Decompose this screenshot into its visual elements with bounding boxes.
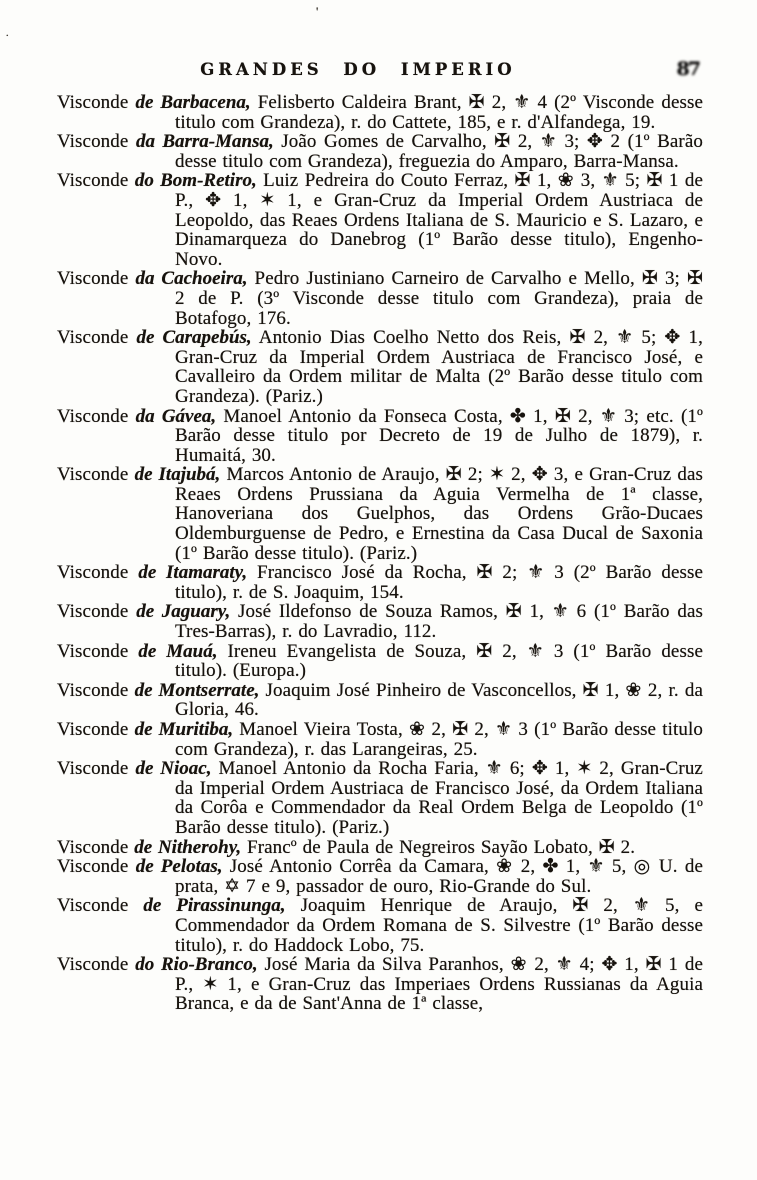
entry xyxy=(57,857,703,896)
entry-text: Luiz Pedreira do Couto Ferraz, ✠ 1, ❀ 3, ⚜ 5; ✠ 1 de P., ✥ 1, ✶ 1, e Gran-Cruz da Imperial Ordem Austriaca de Leopoldo, das Reaes Ordens Italiana de S. Mauricio e S. Lazaro, e Dinamarqueza do Danebrog (1º Barão desse titulo), Engenho-Novo. xyxy=(175,170,704,270)
entry-title: de Barbacena, xyxy=(135,92,251,113)
page-number: 87 xyxy=(676,58,699,80)
entry-text: José Maria da Silva Paranhos, ❀ 2, ⚜ 4; ✥ 1, ✠ 1 de P., ✶ 1, e Gran-Cruz das Imperiaes Ordens Russianas da Aguia Branca, e da de Sant'Anna de 1ª classe, xyxy=(175,954,703,1015)
entry xyxy=(57,171,703,269)
entry xyxy=(57,407,703,466)
entry-text: Antonio Dias Coelho Netto dos Reis, ✠ 2, ⚜ 5; ✥ 1, Gran-Cruz da Imperial Ordem Austriaca de Francisco José, e Cavalleiro da Ordem militar de Malta (2º Barão desse titulo com Grandeza). (Pariz.) xyxy=(175,327,704,407)
entry-text: Ireneu Evangelista de Souza, ✠ 2, ⚜ 3 (1º Barão desse titulo). (Europa.) xyxy=(175,640,703,682)
entry xyxy=(57,642,703,681)
entry xyxy=(57,759,703,837)
entry-text: Manoel Vieira Tosta, ❀ 2, ✠ 2, ⚜ 3 (1º Barão desse titulo com Grandeza), r. das Larangeiras, 25. xyxy=(175,719,703,760)
entry-title: do Bom-Retiro, xyxy=(134,170,257,192)
entry-title: de Jaguary, xyxy=(136,601,231,623)
entry-text: Felisberto Caldeira Brant, ✠ 2, ⚜ 4 (2º Visconde desse titulo com Grandeza), r. do Cattete, 185, e r. d'Alfandega, 19. xyxy=(175,92,704,133)
entry-title: de Nitherohy, xyxy=(134,836,242,858)
entry-title: de Itajubá, xyxy=(134,464,221,486)
entry-prefix: Visconde xyxy=(57,170,129,192)
entry-text: João Gomes de Carvalho, ✠ 2, ⚜ 3; ✥ 2 (1º Barão desse titulo com Grandeza), freguezia do Amparo, Barra-Mansa. xyxy=(175,131,703,172)
entry-title: de Pelotas, xyxy=(135,856,223,878)
scan-artifact: . xyxy=(6,28,9,39)
entry-text: Francisco José da Rocha, ✠ 2; ⚜ 3 (2º Barão desse titulo), r. de S. Joaquim, 154. xyxy=(175,562,703,603)
entry-text: Francº de Paula de Negreiros Sayão Lobato, ✠ 2. xyxy=(247,836,636,858)
entry-title: da Gávea, xyxy=(135,405,217,427)
entry-prefix: Visconde xyxy=(57,640,129,662)
page-header xyxy=(57,58,703,84)
entry-title: de Nioac, xyxy=(135,758,212,780)
running-title: GRANDES DO IMPERIO xyxy=(200,60,516,79)
entry-prefix: Visconde xyxy=(57,464,129,486)
entry-prefix: Visconde xyxy=(57,856,129,878)
entry-text: Manoel Antonio da Fonseca Costa, ✤ 1, ✠ 2, ⚜ 3; etc. (1º Barão desse titulo por Decreto de 19 de Julho de 1879), r. Humaitá, 30. xyxy=(175,405,703,466)
entry-title: de Muritiba, xyxy=(134,719,234,740)
entry xyxy=(57,681,703,720)
entry-text: José Antonio Corrêa da Camara, ❀ 2, ✤ 1, ⚜ 5, ◎ U. de prata, ✡ 7 e 9, passador de ouro, Rio-Grande do Sul. xyxy=(175,856,703,897)
entry xyxy=(57,132,703,171)
entry xyxy=(57,896,703,955)
entry-prefix: Visconde xyxy=(57,758,129,780)
entry-prefix: Visconde xyxy=(57,131,129,153)
entry xyxy=(57,328,703,406)
entry-prefix: Visconde xyxy=(57,405,129,427)
entry-prefix: Visconde xyxy=(57,562,129,584)
entry-prefix: Visconde xyxy=(57,327,129,349)
entry xyxy=(57,720,703,759)
entry-text: Pedro Justiniano Carneiro de Carvalho e Mello, ✠ 3; ✠ 2 de P. (3º Visconde desse titulo com Grandeza), praia de Botafogo, 176. xyxy=(175,268,704,329)
entry-prefix: Visconde xyxy=(57,268,129,290)
entry-prefix: Visconde xyxy=(57,601,129,623)
entry-text: Joaquim José Pinheiro de Vasconcellos, ✠ 1, ❀ 2, r. da Gloria, 46. xyxy=(175,679,703,721)
entry-title: de Pirassinunga, xyxy=(143,895,286,917)
entry-text: Marcos Antonio de Araujo, ✠ 2; ✶ 2, ✥ 3, e Gran-Cruz das Reaes Ordens Prussiana da Aguia Vermelha de 1ª classe, Hanoveriana dos Guelphos, das Ordens Grão-Ducaes Oldemburguense de Pedro, e Ernestina da Casa Ducal de Saxonia (1º Barão desse titulo). (Pariz.) xyxy=(175,464,704,564)
entry-text: José Ildefonso de Souza Ramos, ✠ 1, ⚜ 6 (1º Barão das Tres-Barras), r. do Lavradio, 112. xyxy=(175,601,703,643)
entries-list xyxy=(57,93,703,1014)
entry-text: Joaquim Henrique de Araujo, ✠ 2, ⚜ 5, e Commendador da Ordem Romana de S. Silvestre (1º Barão desse titulo), r. do Haddock Lobo, 75. xyxy=(175,895,703,956)
entry xyxy=(57,93,703,132)
scan-artifact: ' xyxy=(316,4,319,19)
entry-prefix: Visconde xyxy=(57,954,129,976)
entry-title: de Montserrate, xyxy=(134,679,260,701)
entry xyxy=(57,269,703,328)
entry xyxy=(57,955,703,1014)
entry-prefix: Visconde xyxy=(57,719,129,740)
entry-prefix: Visconde xyxy=(57,679,129,701)
entry xyxy=(57,465,703,563)
entry-title: de Carapebús, xyxy=(136,327,252,349)
entry-title: da Barra-Mansa, xyxy=(135,131,274,153)
entry xyxy=(57,563,703,602)
entry-text: Manoel Antonio da Rocha Faria, ⚜ 6; ✥ 1, ✶ 2, Gran-Cruz da Imperial Ordem Austriaca de Francisco José, da Ordem Italiana da Corôa e Commendador da Real Ordem Belga de Leopoldo (1º Barão desse titulo). (Pariz.) xyxy=(175,758,703,838)
entry-prefix: Visconde xyxy=(57,836,129,858)
entry-title: do Rio-Branco, xyxy=(135,954,258,976)
entry-title: de Itamaraty, xyxy=(138,562,248,584)
entry-title: da Cachoeira, xyxy=(135,268,248,290)
entry xyxy=(57,838,703,858)
entry-prefix: Visconde xyxy=(57,895,129,917)
entry-title: de Mauá, xyxy=(138,640,218,662)
entry xyxy=(57,602,703,641)
entry-prefix: Visconde xyxy=(57,92,129,113)
